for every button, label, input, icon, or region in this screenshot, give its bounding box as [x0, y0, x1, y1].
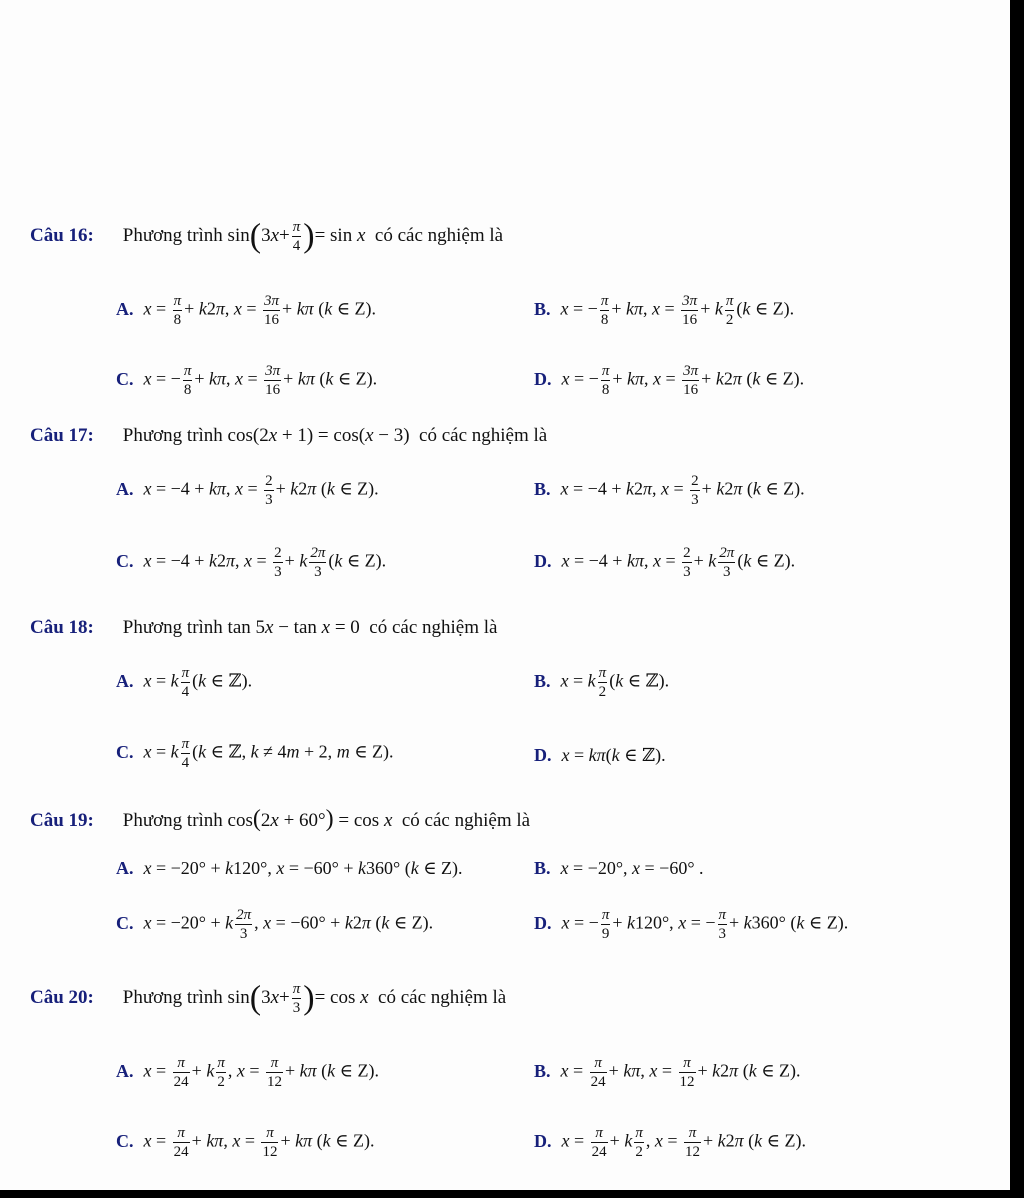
option-c[interactable]: C. x = $\frac{\pi}{24}$ + kπ, x = $\frac{\pi}{12}$ + kπ (k ∈ Z). [116, 1125, 375, 1160]
option-c[interactable]: C. x = −4 + k2π, x = $\frac{2}{3}$ + k $\frac{2\pi}{3}$ (k ∈ Z). [116, 545, 387, 580]
option-d[interactable]: D. x = − $\frac{\pi}{9}$ + k120°, x = − $\frac{\pi}{3}$ + k360° (k ∈ Z). [534, 907, 849, 942]
option-a[interactable]: A. x = k $\frac{\pi}{4}$ (k ∈ ℤ). [116, 665, 253, 700]
question-17 [30, 425, 547, 447]
question-19 [30, 806, 530, 833]
question-text: Phương trình tan 5x − tan x = 0 có các nghiệm là [122, 617, 498, 638]
option-c[interactable]: C. x = k $\frac{\pi}{4}$ (k ∈ ℤ, k ≠ 4m + 2, m ∈ Z). [116, 736, 394, 771]
question-16 [30, 218, 503, 255]
question-text: Phương trình sin(3x+ $\frac{\pi}{3}$ )= cos x có các nghiệm là [122, 979, 507, 1017]
option-a[interactable]: A. x = $\frac{\pi}{8}$ + k2π, x = $\frac{3\pi}{16}$ + kπ (k ∈ Z). [116, 293, 377, 328]
question-number: Câu 16: [30, 224, 94, 246]
option-b[interactable]: B. x = $\frac{\pi}{24}$ + kπ, x = $\frac{\pi}{12}$ + k2π (k ∈ Z). [534, 1055, 801, 1090]
question-number: Câu 20: [30, 986, 94, 1008]
option-c[interactable]: C. x = − $\frac{\pi}{8}$ + kπ, x = $\frac{3\pi}{16}$ + kπ (k ∈ Z). [116, 363, 378, 398]
question-text: Phương trình cos(2x + 60°) = cos x có các nghiệm là [122, 806, 531, 832]
option-a[interactable]: A. x = −20° + k120°, x = −60° + k360° (k ∈ Z). [116, 858, 463, 878]
question-number: Câu 18: [30, 617, 94, 638]
option-d[interactable]: D. x = $\frac{\pi}{24}$ + k $\frac{\pi}{2}$ , x = $\frac{\pi}{12}$ + k2π (k ∈ Z). [534, 1125, 806, 1160]
question-number: Câu 19: [30, 810, 94, 831]
question-number: Câu 17: [30, 425, 94, 446]
option-c[interactable]: C. x = −20° + k $\frac{2\pi}{3}$ , x = −60° + k2π (k ∈ Z). [116, 907, 434, 942]
question-text: Phương trình sin(3x+ $\frac{\pi}{4}$ )= sin x có các nghiệm là [122, 217, 504, 255]
option-b[interactable]: B. x = −20°, x = −60° . [534, 858, 704, 878]
option-d[interactable]: D. x = −4 + kπ, x = $\frac{2}{3}$ + k $\frac{2\pi}{3}$ (k ∈ Z). [534, 545, 796, 580]
option-a[interactable]: A. x = −4 + kπ, x = $\frac{2}{3}$ + k2π (k ∈ Z). [116, 473, 379, 508]
option-d[interactable]: D. x = kπ(k ∈ ℤ). [534, 745, 666, 765]
question-text: Phương trình cos(2x + 1) = cos(x − 3) có các nghiệm là [122, 425, 548, 446]
option-d[interactable]: D. x = − $\frac{\pi}{8}$ + kπ, x = $\frac{3\pi}{16}$ + k2π (k ∈ Z). [534, 363, 805, 398]
option-a[interactable]: A. x = $\frac{\pi}{24}$ + k $\frac{\pi}{2}$ , x = $\frac{\pi}{12}$ + kπ (k ∈ Z). [116, 1055, 379, 1090]
question-18 [30, 617, 497, 639]
option-b[interactable]: B. x = k $\frac{\pi}{2}$ (k ∈ ℤ). [534, 665, 670, 700]
option-b[interactable]: B. x = −4 + k2π, x = $\frac{2}{3}$ + k2π (k ∈ Z). [534, 473, 805, 508]
option-b[interactable]: B. x = − $\frac{\pi}{8}$ + kπ, x = $\frac{3\pi}{16}$ + k $\frac{\pi}{2}$ (k ∈ Z). [534, 293, 795, 328]
question-20 [30, 980, 506, 1017]
